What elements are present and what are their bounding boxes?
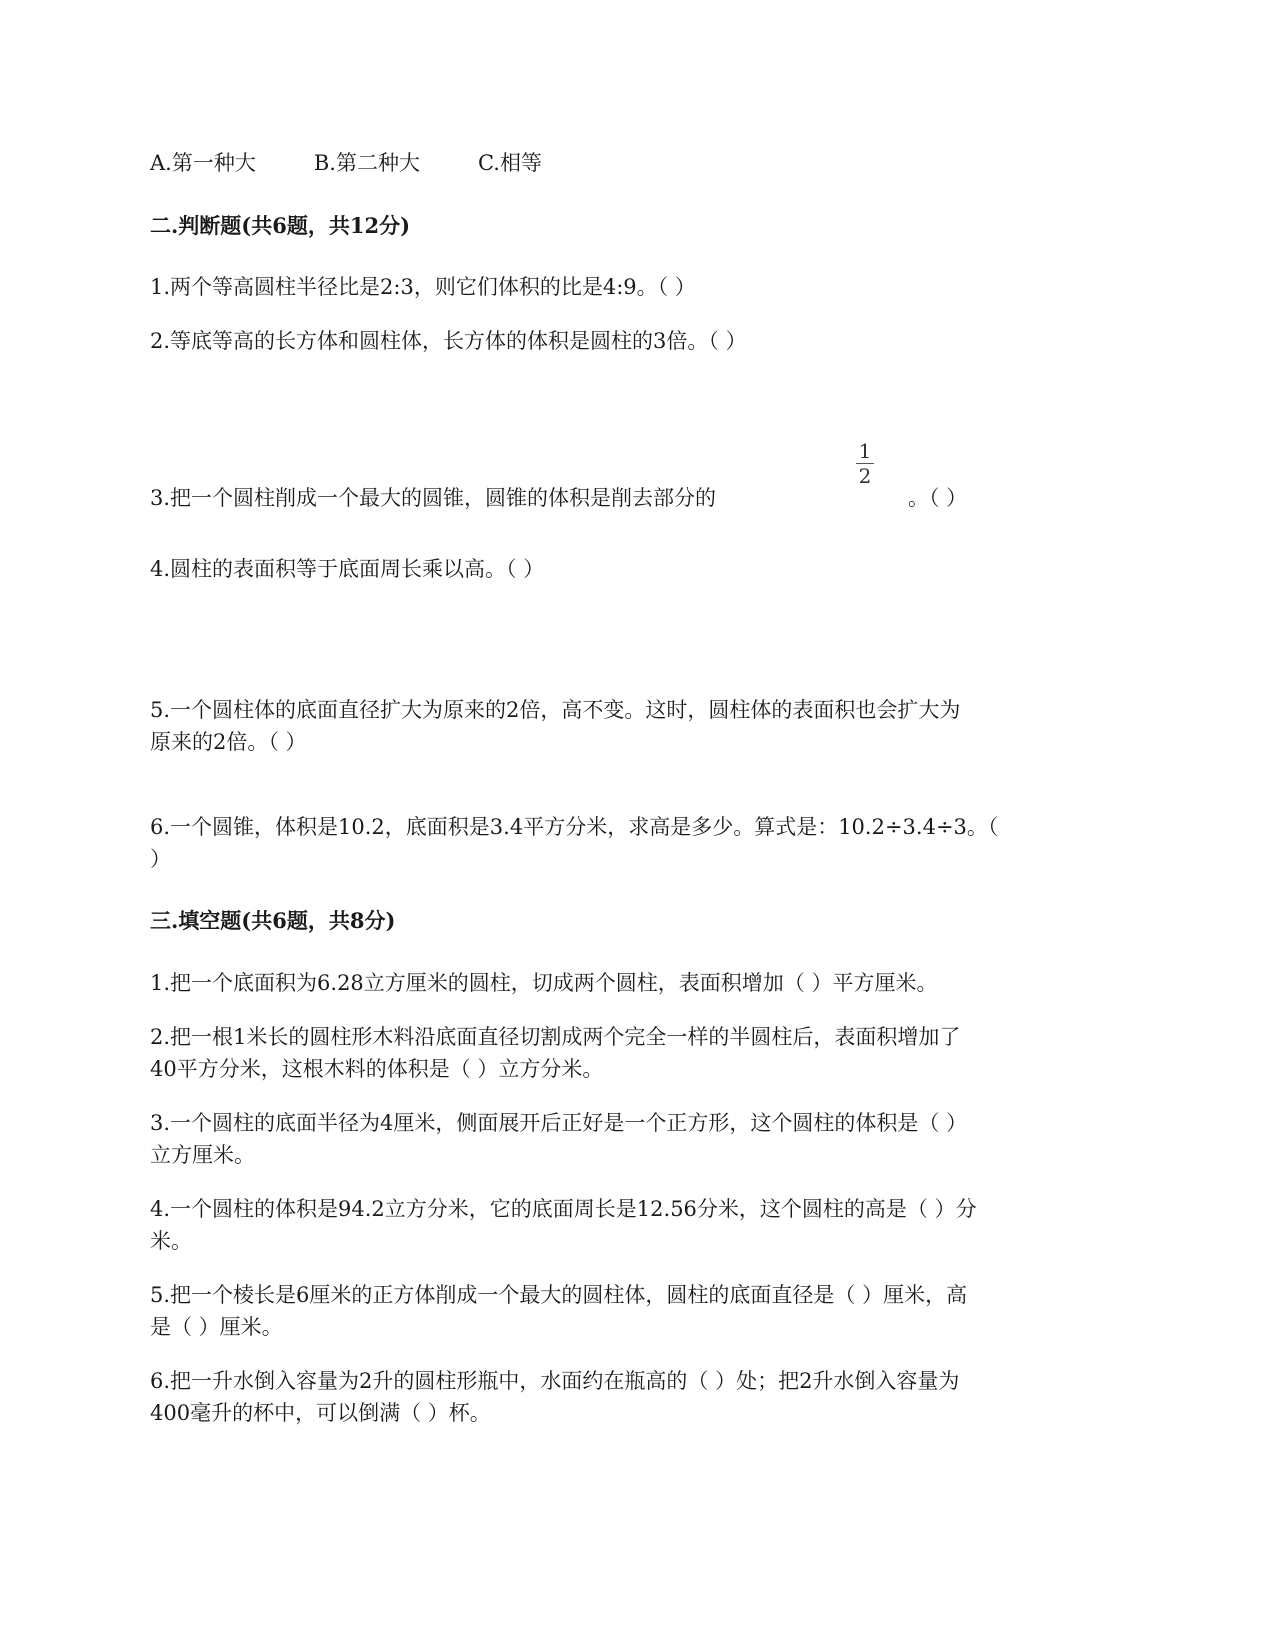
section-heading-fill-blank: 三.填空题(共6题，共8分)	[150, 908, 396, 933]
fill-question-4-line-2: 米。	[150, 1229, 192, 1253]
judgement-question-5-line-2: 原来的2倍。（ ）	[150, 730, 307, 754]
fill-question-2-line-2: 40平方分米，这根木料的体积是（ ）立方分米。	[150, 1057, 604, 1081]
judgement-question-6-line-1: 6.一个圆锥，体积是10.2，底面积是3.4平方分米，求高是多少。算式是：10.2÷3.4÷3。（	[150, 815, 999, 839]
fill-question-5-line-2: 是（ ）厘米。	[150, 1315, 283, 1339]
judgement-question-3: 3.把一个圆柱削成一个最大的圆锥，圆锥的体积是削去部分的	[150, 486, 717, 510]
fill-question-4-line-1: 4.一个圆柱的体积是94.2立方分米，它的底面周长是12.56分米，这个圆柱的高是（ ）分	[150, 1197, 977, 1221]
judgement-question-4: 4.圆柱的表面积等于底面周长乘以高。（ ）	[150, 557, 545, 581]
fraction-denominator: 2	[858, 464, 872, 488]
choice-options	[150, 148, 1130, 179]
fill-question-1: 1.把一个底面积为6.28立方厘米的圆柱，切成两个圆柱，表面积增加（ ）平方厘米。	[150, 971, 938, 995]
fraction-numerator: 1	[858, 439, 872, 463]
judgement-question-2: 2.等底等高的长方体和圆柱体，长方体的体积是圆柱的3倍。（ ）	[150, 329, 747, 353]
fill-question-6-line-1: 6.把一升水倒入容量为2升的圆柱形瓶中，水面约在瓶高的（ ）处；把2升水倒入容量为	[150, 1369, 960, 1393]
fill-question-2-line-1: 2.把一根1米长的圆柱形木料沿底面直径切割成两个完全一样的半圆柱后，表面积增加了	[150, 1025, 961, 1049]
fraction-one-half	[855, 440, 875, 487]
fill-question-6-line-2: 400毫升的杯中，可以倒满（ ）杯。	[150, 1401, 491, 1425]
option-c: C.相等	[477, 151, 542, 175]
option-a: A.第一种大	[150, 151, 256, 175]
judgement-question-6-line-2: ）	[150, 847, 171, 871]
section-heading-judgement: 二.判断题(共6题，共12分)	[150, 213, 411, 238]
fill-question-5-line-1: 5.把一个棱长是6厘米的正方体削成一个最大的圆柱体，圆柱的底面直径是（ ）厘米，高	[150, 1283, 968, 1307]
option-b: B.第二种大	[313, 151, 420, 175]
fill-question-3-line-2: 立方厘米。	[150, 1143, 255, 1167]
judgement-question-1: 1.两个等高圆柱半径比是2:3，则它们体积的比是4:9。（ ）	[150, 275, 696, 299]
judgement-question-5-line-1: 5.一个圆柱体的底面直径扩大为原来的2倍，高不变。这时，圆柱体的表面积也会扩大为	[150, 698, 961, 722]
judgement-question-3-tail: 。（ ）	[908, 486, 968, 510]
fill-question-3-line-1: 3.一个圆柱的底面半径为4厘米，侧面展开后正好是一个正方形，这个圆柱的体积是（ ）	[150, 1111, 968, 1135]
